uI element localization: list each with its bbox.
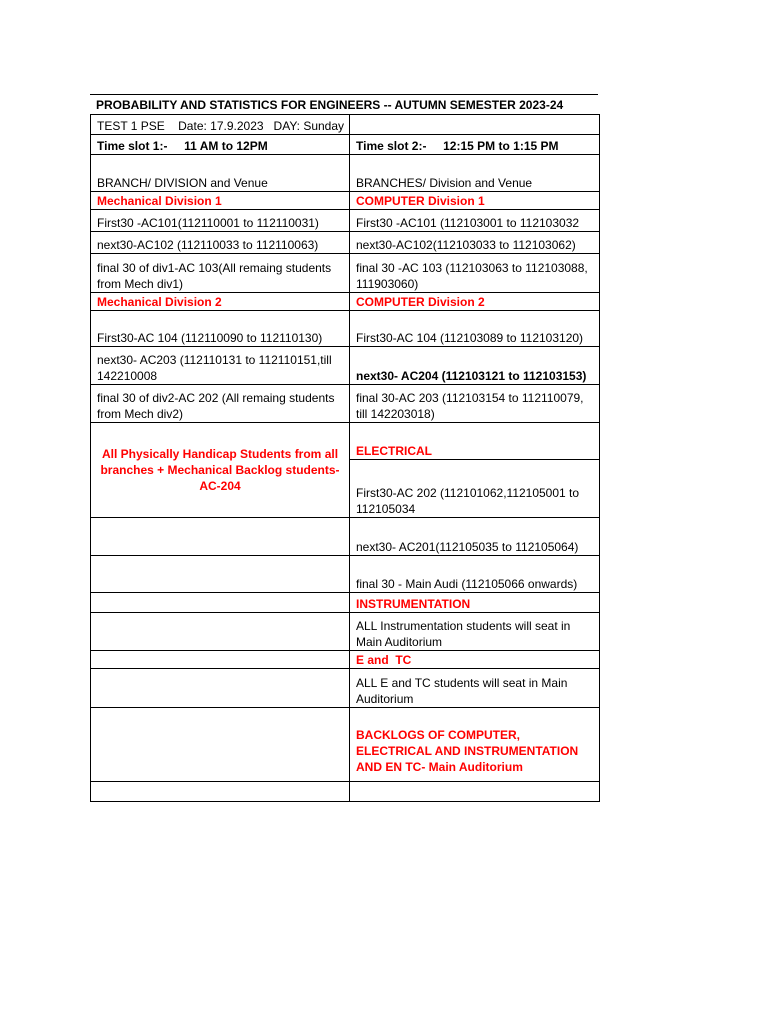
table-row [91,708,600,782]
time-slot-1-header: Time slot 1:- 11 AM to 12PM [91,135,350,155]
mech-div2-final30: final 30 of div2-AC 202 (All remaing students from Mech div2) [91,385,350,423]
table-row [91,254,600,293]
test-info-row [91,115,600,135]
table-row [91,518,600,556]
slot-1-subheader: BRANCH/ DIVISION and Venue [91,155,350,192]
test-info-empty [350,115,600,135]
mech-div1-next30: next30-AC102 (112110033 to 112110063) [91,232,350,254]
table-row [91,385,600,423]
instrumentation-note: ALL Instrumentation students will seat in Main Auditorium [350,613,600,651]
document-title: PROBABILITY AND STATISTICS FOR ENGINEERS -- AUTUMN SEMESTER 2023-24 [90,94,598,114]
empty-cell [91,613,350,651]
electrical-heading: ELECTRICAL [350,423,600,460]
table-row [91,782,600,802]
electrical-final30: final 30 - Main Audi (112105066 onwards) [350,556,600,593]
comp-div2-next30: next30- AC204 (112103121 to 112103153) [350,347,600,385]
comp-div2-final30: final 30-AC 203 (112103154 to 112110079, till 142203018) [350,385,600,423]
mech-div2-next30: next30- AC203 (112110131 to 112110151,till 142210008 [91,347,350,385]
table-row [91,232,600,254]
division-heading-row [91,192,600,210]
entc-heading: E and TC [350,651,600,669]
table-row [91,311,600,347]
electrical-next30: next30- AC201(112105035 to 112105064) [350,518,600,556]
mech-div2-heading: Mechanical Division 2 [91,293,350,311]
physically-handicap-note: All Physically Handicap Students from all branches + Mechanical Backlog students-AC-204 [91,423,350,518]
empty-cell [91,593,350,613]
table-row [91,210,600,232]
time-slot-2-header: Time slot 2:- 12:15 PM to 1:15 PM [350,135,600,155]
comp-div1-next30: next30-AC102(112103033 to 112103062) [350,232,600,254]
comp-div1-final30: final 30 -AC 103 (112103063 to 112103088, 111903060) [350,254,600,293]
empty-cell [91,651,350,669]
subheader-row [91,155,600,192]
empty-cell [91,708,350,782]
instrumentation-heading-row [91,593,600,613]
backlogs-note: BACKLOGS OF COMPUTER, ELECTRICAL AND INSTRUMENTATION AND EN TC- Main Auditorium [350,708,600,782]
table-row [91,556,600,593]
time-slot-row [91,135,600,155]
table-row [91,669,600,708]
mech-div1-first30: First30 -AC101(112110001 to 112110031) [91,210,350,232]
entc-heading-row [91,651,600,669]
electrical-first30: First30-AC 202 (112101062,112105001 to 112105034 [350,460,600,518]
mech-div2-first30: First30-AC 104 (112110090 to 112110130) [91,311,350,347]
comp-div2-first30: First30-AC 104 (112103089 to 112103120) [350,311,600,347]
entc-note: ALL E and TC students will seat in Main Auditorium [350,669,600,708]
table-row [91,347,600,385]
table-row [91,613,600,651]
empty-cell [91,782,350,802]
mech-div1-final30: final 30 of div1-AC 103(All remaing students from Mech div1) [91,254,350,293]
empty-cell [91,556,350,593]
comp-div1-heading: COMPUTER Division 1 [350,192,600,210]
comp-div2-heading: COMPUTER Division 2 [350,293,600,311]
mech-div1-heading: Mechanical Division 1 [91,192,350,210]
slot-2-subheader: BRANCHES/ Division and Venue [350,155,600,192]
empty-cell [350,782,600,802]
exam-schedule-table [90,114,600,802]
electrical-heading-row [91,423,600,460]
test-info: TEST 1 PSE Date: 17.9.2023 DAY: Sunday [91,115,350,135]
empty-cell [91,518,350,556]
comp-div1-first30: First30 -AC101 (112103001 to 112103032 [350,210,600,232]
instrumentation-heading: INSTRUMENTATION [350,593,600,613]
empty-cell [91,669,350,708]
division-heading-row [91,293,600,311]
